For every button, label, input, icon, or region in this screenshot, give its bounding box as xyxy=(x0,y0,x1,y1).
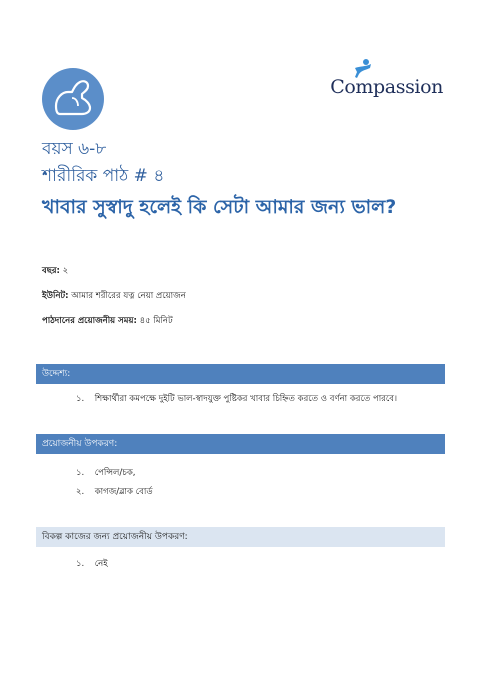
meta-year-label: বছর: xyxy=(42,266,60,276)
meta-unit xyxy=(42,289,186,303)
meta-unit-label: ইউনিট: xyxy=(42,291,69,301)
material-item-number: ২. xyxy=(76,487,85,497)
alt-material-item xyxy=(76,557,108,571)
alt-material-item-number: ১. xyxy=(76,559,85,569)
lesson-number: শারীরিক পাঠ # ৪ xyxy=(42,166,165,186)
objective-item xyxy=(76,392,397,406)
materials-heading: প্রয়োজনীয় উপকরণ: xyxy=(36,434,445,454)
meta-year xyxy=(42,264,68,278)
page-title: খাবার সুস্বাদু হলেই কি সেটা আমার জন্য ভাল? xyxy=(42,196,397,218)
meta-time xyxy=(42,314,173,328)
alt-materials-heading: বিকল্প কাজের জন্য প্রয়োজনীয় উপকরণ: xyxy=(36,527,445,547)
meta-time-label: পাঠদানের প্রয়োজনীয় সময়: xyxy=(42,316,137,326)
material-item xyxy=(76,466,135,480)
material-item xyxy=(76,485,153,499)
meta-time-value: ৪৫ মিনিট xyxy=(139,316,173,326)
meta-year-value: ২ xyxy=(62,266,69,276)
meta-unit-value: আমার শরীরের যত্ন নেয়া প্রয়োজন xyxy=(71,291,186,301)
objectives-heading: উদ্দেশ্য: xyxy=(36,364,445,384)
objective-item-number: ১. xyxy=(76,394,85,404)
compassion-logo xyxy=(330,58,443,98)
alt-material-item-text: নেই xyxy=(94,559,108,569)
material-item-text: কাগজ/ব্লাক বোর্ড xyxy=(94,487,153,497)
age-range: বয়স ৬-৮ xyxy=(42,139,107,159)
material-item-number: ১. xyxy=(76,468,85,478)
flexed-arm-icon xyxy=(42,68,104,130)
logo-text: Compassion xyxy=(330,76,443,98)
material-item-text: পেন্সিল/চক, xyxy=(94,468,136,478)
objective-item-text: শিক্ষার্থীরা কমপক্ষে দুইটি ভাল-স্বাদযুক্ত পুষ্টিকর খাবার চিহ্নিত করতে ও বর্ণনা করতে পারবে। xyxy=(94,394,398,404)
